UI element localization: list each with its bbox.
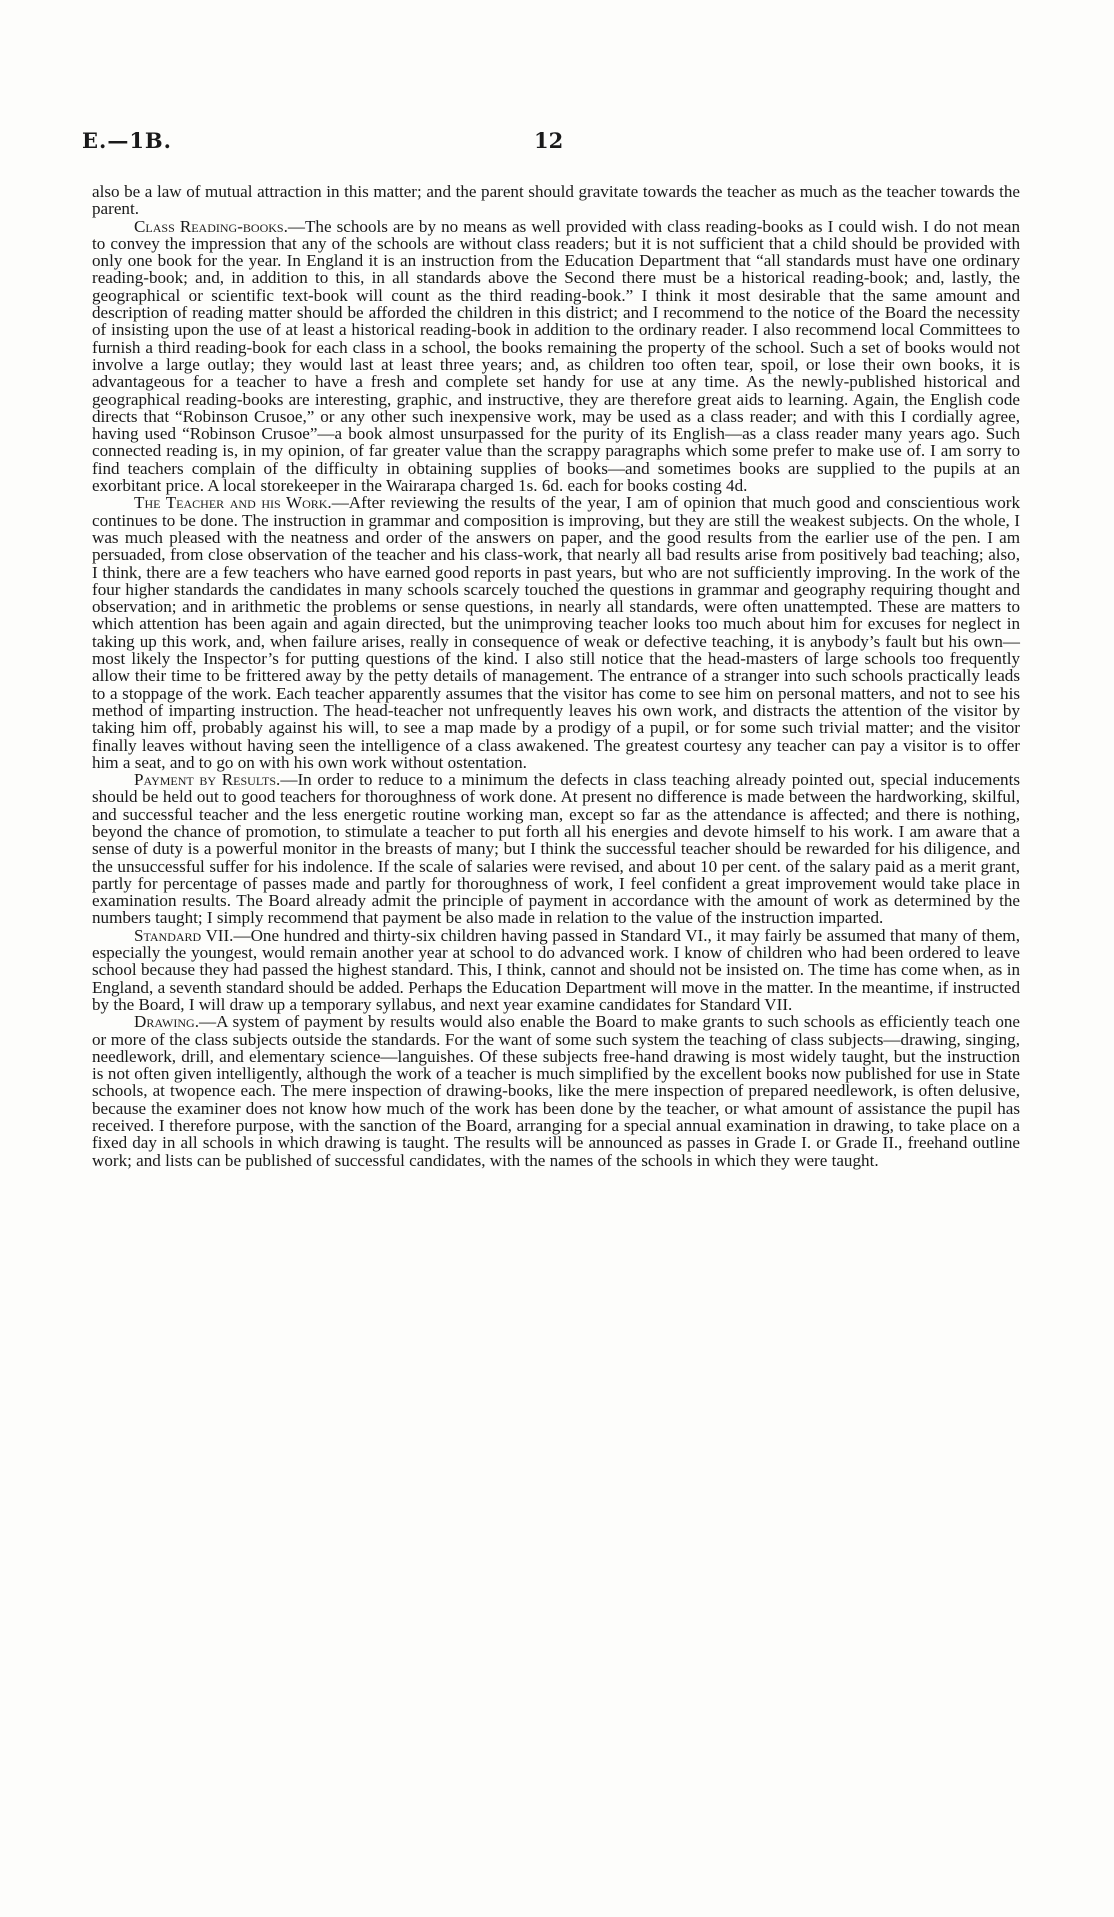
page-number: 12 bbox=[534, 128, 564, 153]
paragraph bbox=[92, 494, 1020, 771]
paragraph-text: —One hundred and thirty-six children having passed in Standard VI., it may fairly be assumed that many of them, especially the youngest, would remain another year at school to do advanced work. I know of children who had been ordered to leave school because they had passed the highest standard. This, I think, cannot and should not be insisted on. The time has come when, as in England, a seventh standard should be added. Perhaps the Education Department will move in the matter. In the meantime, if instructed by the Board, I will draw up a temporary syllabus, and next year examine candidates for Standard VII. bbox=[92, 925, 1021, 1014]
paragraph-heading: Drawing. bbox=[134, 1012, 199, 1032]
page-header bbox=[82, 128, 1032, 158]
paragraph-heading: Standard VII. bbox=[134, 925, 234, 945]
paragraph-text: —After reviewing the results of the year, I am of opinion that much good and conscientious work continues to be done. The instruction in grammar and composition is improving, but they are still the weakest subjects. On the whole, I was much pleased with the neatness and order of the answers on paper, and the good results from the earlier use of the pen. I am persuaded, from close observation of the teacher and his class-work, that nearly all bad results arise from positively bad teaching; also, I think, there are a few teachers who have earned good reports in past years, but who are not sufficiently improving. In the work of the four higher standards the candidates in many schools scarcely touched the questions in grammar and geography requiring thought and observation; and in arithmetic the problems or sense questions, in nearly all standards, were often unattempted. These are matters to which attention has been again and again directed, but the unimproving teacher looks too much about him for excuses for neglect in taking up this work, and, when failure arises, really in consequence of weak or defective teaching, it is anybody’s fault but his own—most likely the Inspector’s for putting questions of the kind. I also still notice that the head-masters of large schools too frequently allow their time to be frittered away by the petty details of management. The entrance of a stranger into such schools practically leads to a stoppage of the work. Each teacher apparently assumes that the visitor has come to see him on personal matters, and not to see his method of imparting instruction. The head-teacher not unfrequently leaves his own work, and distracts the attention of the visitor by taking him off, probably against his will, to see a map made by a prodigy of a pupil, or for some such trivial matter; and the visitor finally leaves without having seen the intelligence of a class awakened. The greatest courtesy any teacher can pay a visitor is to offer him a seat, and to go on with his own work without ostentation. bbox=[92, 493, 1020, 772]
paragraph-heading: Payment by Results. bbox=[134, 770, 281, 790]
paragraph-heading: The Teacher and his Work. bbox=[134, 493, 332, 513]
paragraph-text: also be a law of mutual attraction in this matter; and the parent should gravitate towards the teacher as much as the teacher towards the parent. bbox=[92, 182, 1020, 219]
document-reference: E.—1B. bbox=[82, 128, 172, 153]
paragraph-text: —In order to reduce to a minimum the defects in class teaching already pointed out, special inducements should be held out to good teachers for thoroughness of work done. At present no difference is made between the hardworking, skilful, and successful teacher and the less energetic routine working man, except so far as the attendance is affected; and there is nothing, beyond the chance of promotion, to stimulate a teacher to put forth all his energies and devote himself to his work. I am aware that a sense of duty is a powerful monitor in the breasts of many; but I think the successful teacher should be rewarded for his diligence, and the unsuccessful suffer for his indolence. If the scale of salaries were revised, and about 10 per cent. of the salary paid as a merit grant, partly for percentage of passes made and partly for thoroughness of work, I feel confident a great improvement would take place in examination results. The Board already admit the principle of payment in accordance with the amount of work as determined by the numbers taught; I simply recommend that payment be also made in relation to the value of the instruction imparted. bbox=[92, 770, 1021, 928]
paragraph bbox=[92, 771, 1020, 927]
paragraph bbox=[92, 1013, 1020, 1169]
paragraph bbox=[92, 927, 1020, 1013]
body-text bbox=[92, 183, 1020, 1169]
paragraph-heading: Class Reading-books. bbox=[134, 216, 288, 236]
paragraph bbox=[92, 183, 1020, 218]
paragraph-text: —A system of payment by results would also enable the Board to make grants to such schools as efficiently teach one or more of the class subjects outside the standards. For the want of some such system the teaching of class subjects—drawing, singing, needlework, drill, and elementary science—languishes. Of these subjects free-hand drawing is most widely taught, but the instruction is not often given intelligently, although the work of a teacher is much simplified by the excellent books now published for use in State schools, at twopence each. The mere inspection of drawing-books, like the mere inspection of prepared needlework, is often delusive, because the examiner does not know how much of the work has been done by the teacher, or what amount of assistance the pupil has received. I therefore purpose, with the sanction of the Board, arranging for a special annual examination in drawing, to take place on a fixed day in all schools in which drawing is taught. The results will be announced as passes in Grade I. or Grade II., freehand outline work; and lists can be published of successful candidates, with the names of the schools in which they were taught. bbox=[92, 1012, 1020, 1170]
paragraph-text: —The schools are by no means as well provided with class reading-books as I could wish. I do not mean to convey the impression that any of the schools are without class readers; but it is not sufficient that a child should be provided with only one book for the year. In England it is an instruction from the Education Department that “all standards must have one ordinary reading-book; and, in addition to this, in all standards above the Second there must be a historical reading-book; and, lastly, the geographical or scientific text-book will count as the third reading-book.” I think it most desirable that the same amount and description of reading matter should be afforded the children in this district; and I recommend to the notice of the Board the necessity of insisting upon the use of at least a historical reading-book in addition to the ordinary reader. I also recommend local Committees to furnish a third reading-book for each class in a school, the books remaining the property of the school. Such a set of books would not involve a large outlay; they would last at least three years; and, as children too often tear, spoil, or lose their own books, it is advantageous for a teacher to have a fresh and complete set handy for use at any time. As the newly-published historical and geographical reading-books are interesting, graphic, and instructive, they are therefore great aids to learning. Again, the English code directs that “Robinson Crusoe,” or any other such inexpensive work, may be used as a class reader; and with this I cordially agree, having used “Robinson Crusoe”—a book almost unsurpassed for the purity of its English—as a class reader many years ago. Such connected reading is, in my opinion, of far greater value than the scrappy paragraphs which some prefer to make use of. I am sorry to find teachers complain of the difficulty in obtaining supplies of books—and sometimes books are supplied to the pupils at an exorbitant price. A local storekeeper in the Wairarapa charged 1s. 6d. each for books costing 4d. bbox=[92, 216, 1020, 496]
paragraph bbox=[92, 218, 1020, 495]
